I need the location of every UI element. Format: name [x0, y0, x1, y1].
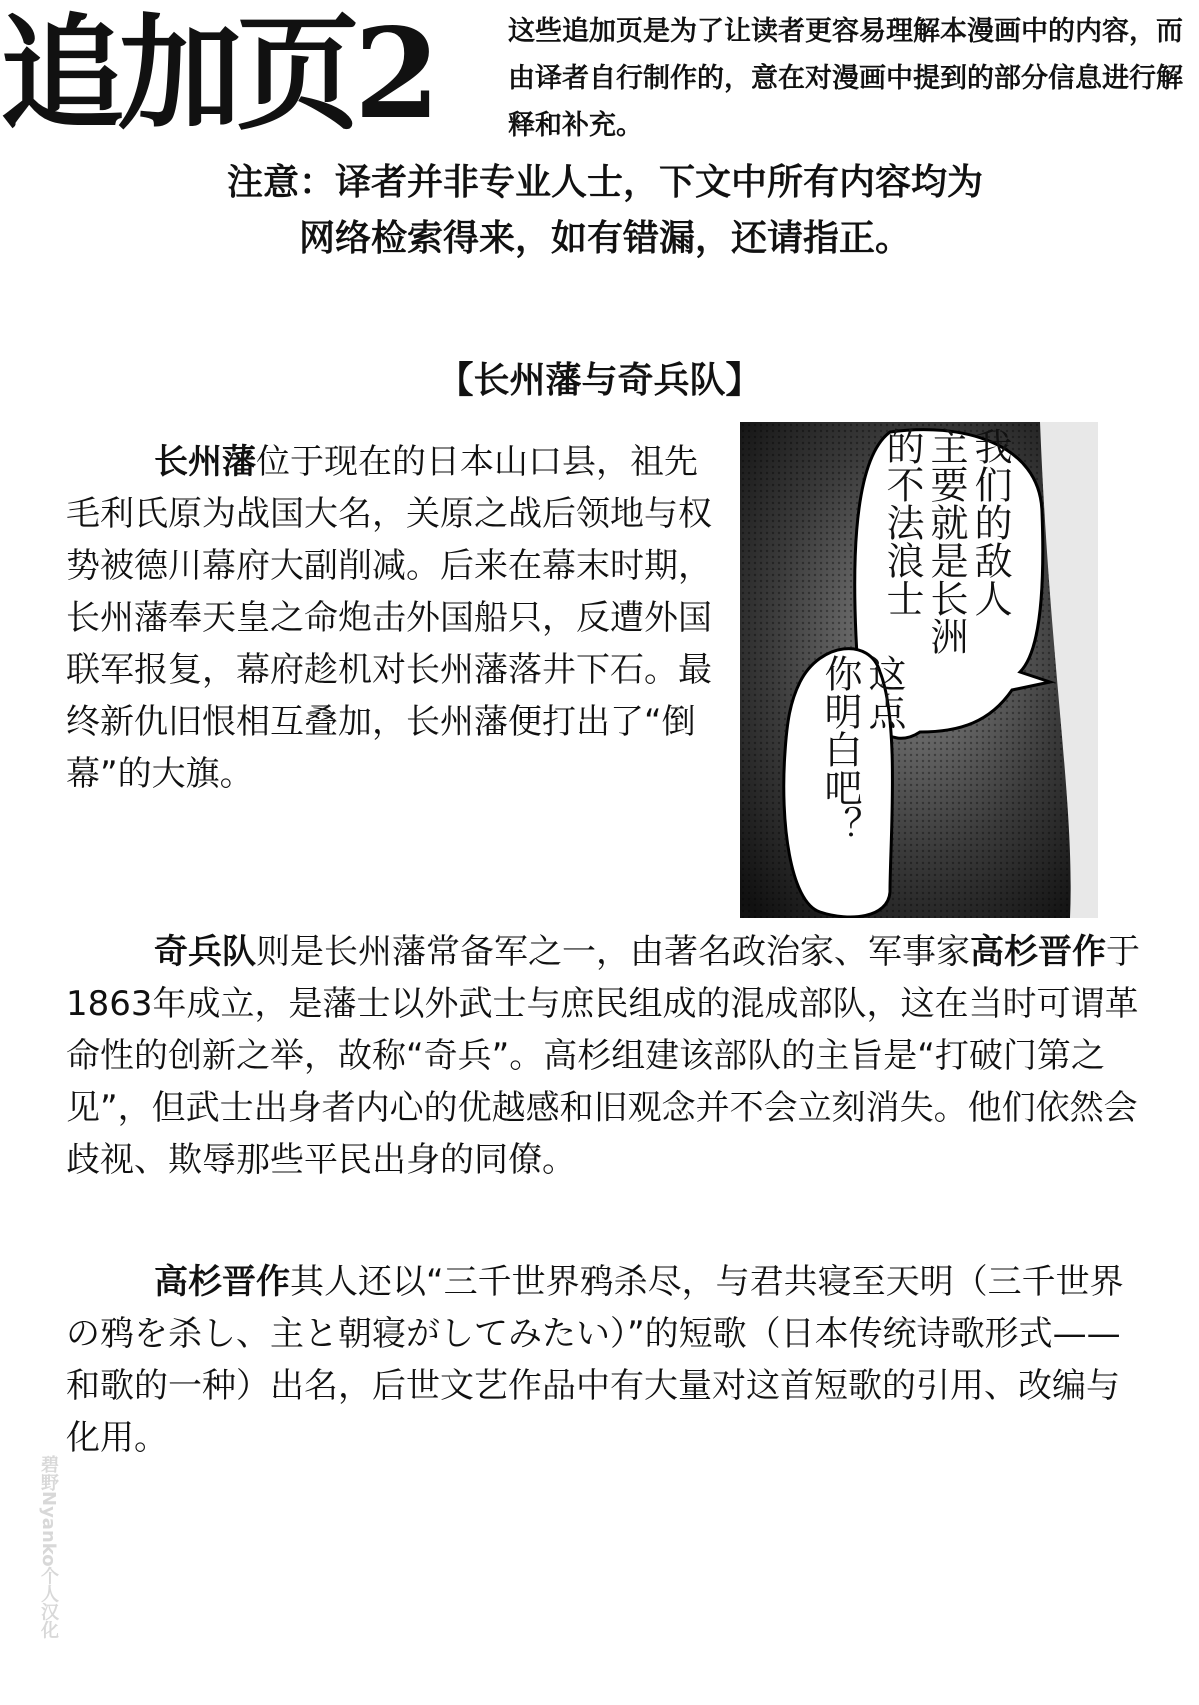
paragraph-text: 其人还以“三千世界鸦杀尽，与君共寝至天明（三千世界の鸦を杀し、主と朝寝がしてみたい）”的短歌（日本传统诗歌形式——和歌的一种）出名，后世文艺作品中有大量对这首短歌的引用、改编与化用。: [66, 1262, 1124, 1458]
bubble-1-line-1: 我们的敌人: [968, 427, 1012, 617]
notice-line-1: 注意：译者并非专业人士，下文中所有内容均为: [226, 162, 983, 203]
notice-line-2: 网络检索得来，如有错漏，还请指正。: [298, 218, 911, 259]
term-takasugi: 高杉晋作: [970, 932, 1106, 972]
paragraph-text: 位于现在的日本山口县，祖先毛利氏原为战国大名，关原之战后领地与权势被德川幕府大副削减。后来在幕末时期，长州藩奉天皇之命炮击外国船只，反遭外国联军报复，幕府趁机对长州藩落井下石。最终新仇旧恨相互叠加，长州藩便打出了“倒幕”的大旗。: [66, 442, 712, 794]
manga-panel: [740, 422, 1098, 918]
paragraph-text-b: 于1863年成立，是藩士以外武士与庶民组成的混成部队，这在当时可谓革命性的创新之举，故称“奇兵”。高杉组建该部队的主旨是“打破门第之见”，但武士出身者内心的优越感和旧观念并不会立刻消失。他们依然会歧视、欺辱那些平民出身的同僚。: [66, 932, 1140, 1180]
bubble-1-line-3: 的不法浪士: [880, 427, 924, 617]
term-kiheitai: 奇兵队: [154, 932, 256, 972]
intro-text: 这些追加页是为了让读者更容易理解本漫画中的内容，而由译者自行制作的，意在对漫画中提到的部分信息进行解释和补充。: [508, 16, 1183, 141]
page-title: 追加页2: [0, 2, 435, 147]
paragraph-text-a: 则是长州藩常备军之一，由著名政治家、军事家: [256, 932, 970, 972]
speech-bubble-2: [818, 654, 906, 918]
term-choshu: 长州藩: [154, 442, 256, 482]
term-takasugi-2: 高杉晋作: [154, 1262, 290, 1302]
bubble-2-line-2: 你明白吧？: [818, 654, 862, 844]
paragraph-takasugi: [66, 1256, 1126, 1464]
bubble-2-line-1: 这点: [862, 654, 906, 730]
watermark: 碧野Nyanko个人汉化: [38, 1455, 59, 1639]
bubble-1-line-2: 主要就是长洲: [924, 427, 968, 655]
paragraph-kiheitai: [66, 926, 1146, 1186]
section-title: 【长州藩与奇兵队】: [437, 360, 762, 401]
translator-notice: [60, 155, 1150, 267]
paragraph-choshu: [66, 436, 726, 800]
